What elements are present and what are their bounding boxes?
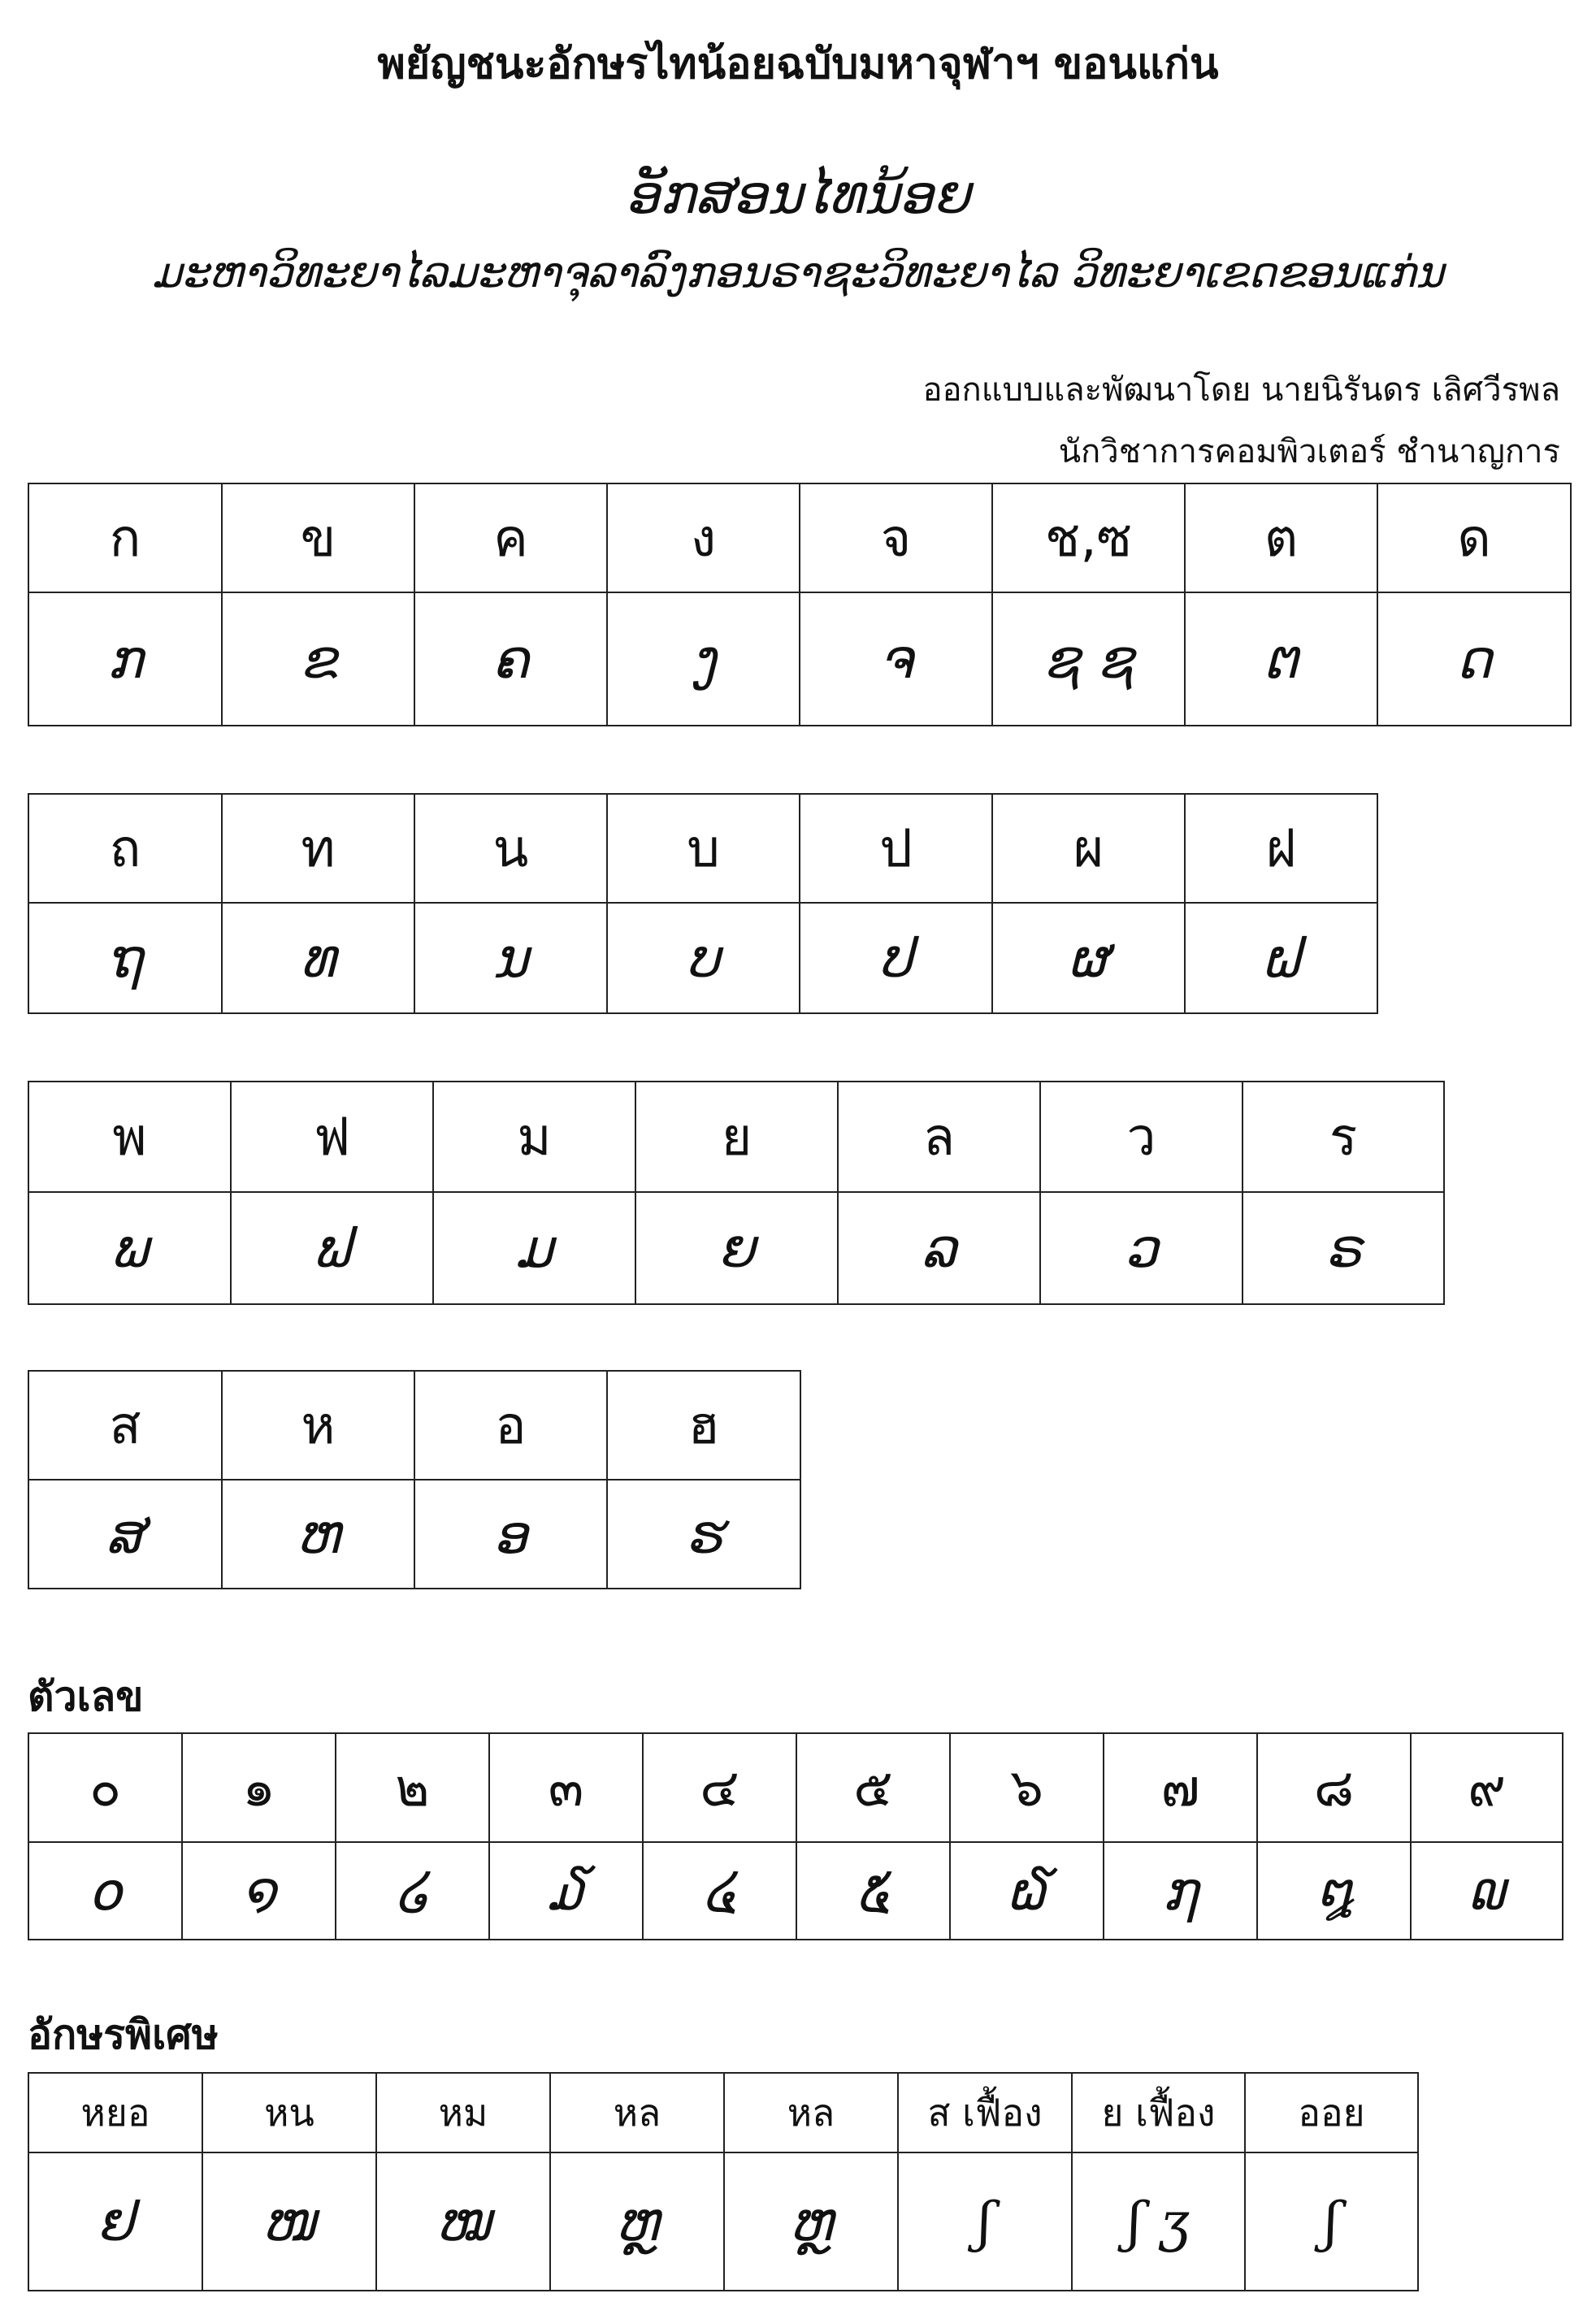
consonant-script-cell: ອ [414, 1480, 607, 1589]
consonant-script-cell: ດ [1377, 592, 1571, 726]
consonant-script-cell: ຫ [222, 1480, 414, 1589]
numeral-thai-cell: ๔ [643, 1733, 796, 1842]
consonant-thai-cell: ง [607, 483, 800, 592]
special-script-cell: ʃ [898, 2152, 1072, 2291]
consonant-script-cell: ຈ [800, 592, 992, 726]
consonant-table-2 [28, 793, 1378, 1014]
consonant-thai-cell: ค [414, 483, 607, 592]
special-name-cell: ย เฟื้อง [1072, 2073, 1245, 2152]
consonant-script-cell: ຖ [28, 903, 222, 1013]
consonant-script-cell: ພ [28, 1192, 231, 1304]
designer-credit: ออกแบบและพัฒนาโดย นายนิรันดร เลิศวีรพล [922, 371, 1560, 409]
consonant-table-4 [28, 1370, 801, 1589]
special-script-cell: ຫຼ [724, 2152, 898, 2291]
consonant-thai-cell: ร [1243, 1082, 1444, 1192]
consonant-script-cell: ກ [28, 592, 222, 726]
numeral-thai-cell: ๕ [796, 1733, 950, 1842]
numerals-heading: ตัวเลข [28, 1673, 144, 1720]
consonant-thai-cell: พ [28, 1082, 231, 1192]
consonant-thai-cell: บ [607, 794, 800, 903]
consonant-script-cell: ບ [607, 903, 800, 1013]
consonant-table-1 [28, 483, 1572, 726]
numeral-script-cell: ໐ [28, 1842, 182, 1940]
consonant-thai-cell: ด [1377, 483, 1571, 592]
designer-position: นักวิชาการคอมพิวเตอร์ ชำนาญการ [1058, 433, 1560, 470]
consonant-thai-cell: ป [800, 794, 992, 903]
special-script-cell: ຫຼ [550, 2152, 724, 2291]
special-name-cell: ส เฟื้อง [898, 2073, 1072, 2152]
special-heading: อักษรพิเศษ [28, 2011, 219, 2058]
consonant-script-cell: ວ [1040, 1192, 1243, 1304]
script-title: ອັກສອນໄທນ້ອຍ [626, 163, 970, 226]
consonant-thai-cell: ว [1040, 1082, 1243, 1192]
special-script-cell: ໜ [202, 2152, 376, 2291]
special-name-cell: หล [550, 2073, 724, 2152]
numeral-script-cell: ໕ [796, 1842, 950, 1940]
special-name-cell: หล [724, 2073, 898, 2152]
numeral-thai-cell: ๑ [182, 1733, 336, 1842]
consonant-thai-cell: ฟ [231, 1082, 433, 1192]
consonant-script-cell: ຝ [1185, 903, 1377, 1013]
consonant-script-cell: ຍ [635, 1192, 838, 1304]
numeral-thai-cell: ๗ [1104, 1733, 1257, 1842]
consonant-thai-cell: ฝ [1185, 794, 1377, 903]
consonant-thai-cell: ม [433, 1082, 635, 1192]
consonant-thai-cell: ช,ซ [992, 483, 1185, 592]
consonant-script-cell: ຟ [231, 1192, 433, 1304]
numeral-thai-cell: ๐ [28, 1733, 182, 1842]
consonant-script-cell: ຜ [992, 903, 1185, 1013]
consonant-script-cell: ຂ [222, 592, 414, 726]
consonant-script-cell: ປ [800, 903, 992, 1013]
consonant-thai-cell: อ [414, 1371, 607, 1480]
numeral-script-cell: ໙ [1411, 1842, 1563, 1940]
special-name-cell: หน [202, 2073, 376, 2152]
numeral-thai-cell: ๙ [1411, 1733, 1563, 1842]
consonant-thai-cell: น [414, 794, 607, 903]
numeral-thai-cell: ๓ [489, 1733, 643, 1842]
consonant-script-cell: ສ [28, 1480, 222, 1589]
consonant-thai-cell: ส [28, 1371, 222, 1480]
numeral-script-cell: ໑ [182, 1842, 336, 1940]
consonant-script-cell: ຄ [414, 592, 607, 726]
consonant-script-cell: ຕ [1185, 592, 1377, 726]
consonant-thai-cell: ก [28, 483, 222, 592]
numeral-script-cell: ໔ [643, 1842, 796, 1940]
consonant-thai-cell: ข [222, 483, 414, 592]
consonant-table-3 [28, 1081, 1445, 1305]
numerals-table [28, 1732, 1563, 1940]
special-script-cell: ໝ [376, 2152, 550, 2291]
consonant-script-cell: ຣ [1243, 1192, 1444, 1304]
consonant-thai-cell: ถ [28, 794, 222, 903]
consonant-thai-cell: จ [800, 483, 992, 592]
special-table [28, 2072, 1419, 2291]
special-script-cell: ʃ [1245, 2152, 1418, 2291]
consonant-script-cell: ລ [838, 1192, 1040, 1304]
numeral-script-cell: ໗ [1104, 1842, 1257, 1940]
special-script-cell: ຢ [28, 2152, 202, 2291]
consonant-script-cell: ນ [414, 903, 607, 1013]
numeral-script-cell: ໘ [1257, 1842, 1411, 1940]
consonant-thai-cell: ท [222, 794, 414, 903]
script-subtitle: ມະຫາວິທະຍາໄລມະຫາຈຸລາລົງກອນຣາຊະວິທະຍາໄລ ວິທະຍາເຂດຂອນແກ່ນ [152, 249, 1444, 297]
consonant-thai-cell: ผ [992, 794, 1185, 903]
numeral-thai-cell: ๘ [1257, 1733, 1411, 1842]
special-name-cell: หยอ [28, 2073, 202, 2152]
consonant-thai-cell: ย [635, 1082, 838, 1192]
special-name-cell: ออย [1245, 2073, 1418, 2152]
consonant-script-cell: ຊ ຊ [992, 592, 1185, 726]
page-title: พยัญชนะอักษรไทน้อยฉบับมหาจุฬาฯ ขอนแก่น [377, 40, 1219, 89]
consonant-thai-cell: ต [1185, 483, 1377, 592]
numeral-script-cell: ໒ [336, 1842, 489, 1940]
numeral-script-cell: ໖ [950, 1842, 1104, 1940]
numeral-thai-cell: ๒ [336, 1733, 489, 1842]
special-script-cell: ʃ ʒ [1072, 2152, 1245, 2291]
consonant-thai-cell: ห [222, 1371, 414, 1480]
consonant-script-cell: ທ [222, 903, 414, 1013]
consonant-script-cell: ມ [433, 1192, 635, 1304]
consonant-script-cell: ງ [607, 592, 800, 726]
consonant-script-cell: ຮ [607, 1480, 800, 1589]
numeral-thai-cell: ๖ [950, 1733, 1104, 1842]
consonant-thai-cell: ฮ [607, 1371, 800, 1480]
consonant-thai-cell: ล [838, 1082, 1040, 1192]
special-name-cell: หม [376, 2073, 550, 2152]
numeral-script-cell: ໓ [489, 1842, 643, 1940]
